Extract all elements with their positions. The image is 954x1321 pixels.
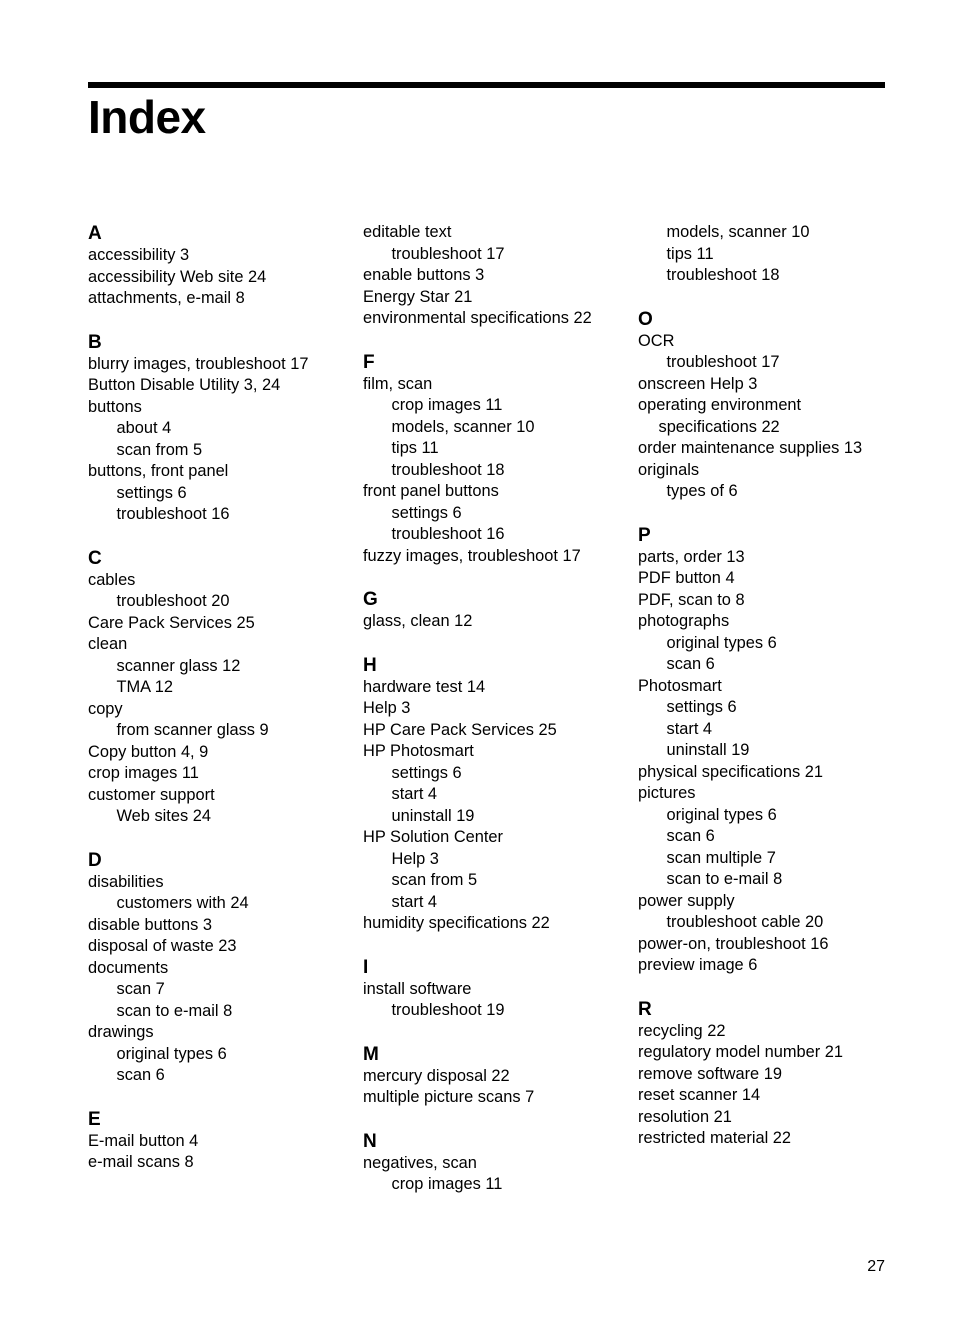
index-entry: drawings [88, 1023, 154, 1041]
index-subentry: scan 7 [116, 980, 165, 998]
index-group [638, 525, 903, 977]
index-entry: disabilities [88, 872, 164, 891]
index-subentry: uninstall 19 [666, 741, 750, 759]
index-subentry: scan from 5 [116, 440, 203, 459]
index-subentry: troubleshoot 16 [391, 525, 505, 543]
index-entry: editable text [363, 223, 452, 241]
index-group [363, 1131, 628, 1196]
index-entry: mercury disposal 22 [363, 1066, 510, 1085]
index-subentry: settings 6 [391, 503, 462, 522]
index-subentry: crop images 11 [391, 396, 503, 414]
index-column-1 [88, 223, 353, 1196]
index-subentry: settings 6 [116, 483, 187, 502]
index-subentry: troubleshoot 20 [116, 592, 230, 610]
index-subentry: from scanner glass 9 [116, 721, 269, 739]
index-group [638, 999, 903, 1150]
index-entry: crop images 11 [88, 764, 199, 782]
index-subentry: types of 6 [666, 482, 738, 500]
index-letter-heading: A [88, 223, 102, 244]
index-entry: clean [88, 635, 128, 653]
index-subentry: specifications 22 [658, 417, 780, 436]
index-entry: resolution 21 [638, 1107, 732, 1126]
index-entry: install software [363, 979, 472, 998]
index-entry: environmental specifications 22 [363, 309, 592, 327]
index-entry: photographs [638, 612, 730, 630]
index-subentry: troubleshoot 18 [391, 460, 505, 479]
page-title: Index [88, 91, 206, 143]
index-entry: physical specifications 21 [638, 762, 823, 781]
index-entry: power-on, troubleshoot 16 [638, 934, 829, 953]
index-subentry: original types 6 [666, 633, 777, 652]
index-subentry: start 4 [666, 719, 713, 738]
index-subentry: scan multiple 7 [666, 848, 776, 867]
index-subentry: tips 11 [391, 439, 439, 457]
index-entry: disable buttons 3 [88, 915, 212, 934]
index-entry: Button Disable Utility 3, 24 [88, 376, 281, 394]
index-entry: pictures [638, 784, 696, 802]
index-group [88, 223, 353, 310]
page-number: 27 [867, 1258, 885, 1275]
index-letter-heading: D [88, 849, 102, 871]
index-subentry: troubleshoot 17 [391, 244, 505, 263]
index-entry: PDF, scan to 8 [638, 590, 745, 609]
index-entry: operating environment [638, 396, 802, 414]
index-subentry: troubleshoot 18 [666, 266, 780, 284]
index-entry: enable buttons 3 [363, 266, 485, 284]
index-entry: Copy button 4, 9 [88, 742, 209, 761]
index-entry: order maintenance supplies 13 [638, 439, 863, 457]
index-entry: film, scan [363, 374, 433, 393]
index-subentry: scan 6 [666, 655, 715, 673]
index-entry: HP Care Pack Services 25 [363, 720, 557, 739]
index-entry: Care Pack Services 25 [88, 613, 255, 632]
index-group [363, 1044, 628, 1109]
index-subentry: troubleshoot 17 [666, 353, 780, 371]
index-group [88, 1109, 353, 1174]
index-entry: copy [88, 699, 123, 718]
index-entry: multiple picture scans 7 [363, 1088, 535, 1106]
index-entry: negatives, scan [363, 1153, 477, 1172]
index-group [363, 589, 628, 633]
index-entry: Help 3 [363, 699, 411, 717]
index-letter-heading: N [363, 1130, 377, 1152]
index-entry: onscreen Help 3 [638, 374, 758, 393]
index-subentry: scan 6 [116, 1066, 165, 1084]
index-entry: buttons [88, 397, 142, 416]
index-letter-heading: O [638, 308, 653, 330]
index-group [88, 548, 353, 828]
index-letter-heading: I [363, 956, 369, 978]
index-subentry: customers with 24 [116, 894, 249, 912]
index-group [363, 655, 628, 935]
index-entry: power supply [638, 891, 735, 910]
index-entry: disposal of waste 23 [88, 937, 237, 955]
index-letter-heading: R [638, 998, 652, 1020]
index-entry: originals [638, 460, 700, 479]
index-entry: Energy Star 21 [363, 287, 473, 306]
index-group [363, 957, 628, 1022]
index-entry: remove software 19 [638, 1064, 782, 1083]
index-column-2 [363, 222, 628, 1218]
title-rule [88, 82, 885, 88]
index-entry: humidity specifications 22 [363, 914, 550, 932]
index-group [363, 222, 628, 330]
index-column-3 [638, 222, 903, 1172]
index-entry: e-mail scans 8 [88, 1153, 194, 1171]
index-entry: regulatory model number 21 [638, 1043, 843, 1061]
index-entry: reset scanner 14 [638, 1086, 761, 1104]
index-subentry: scanner glass 12 [116, 656, 241, 675]
index-subentry: original types 6 [116, 1044, 227, 1063]
index-letter-heading: G [363, 589, 378, 610]
index-subentry: scan from 5 [391, 871, 478, 889]
index-entry: parts, order 13 [638, 547, 745, 566]
index-subentry: start 4 [391, 892, 438, 911]
index-subentry: scan to e-mail 8 [666, 870, 783, 888]
index-entry: recycling 22 [638, 1021, 726, 1040]
index-entry: blurry images, troubleshoot 17 [88, 354, 309, 373]
index-letter-heading: E [88, 1108, 101, 1130]
index-entry: buttons, front panel [88, 462, 229, 480]
index-subentry: models, scanner 10 [391, 417, 535, 436]
index-entry: documents [88, 958, 169, 977]
index-letter-heading: P [638, 524, 651, 546]
index-letter-heading: H [363, 654, 377, 676]
index-subentry: original types 6 [666, 805, 777, 824]
index-group [88, 850, 353, 1087]
index-subentry: uninstall 19 [391, 806, 475, 825]
index-subentry: about 4 [116, 419, 172, 437]
index-entry: cables [88, 570, 136, 589]
index-entry: preview image 6 [638, 956, 758, 974]
index-subentry: crop images 11 [391, 1175, 503, 1193]
index-group [638, 309, 903, 503]
index-subentry: Web sites 24 [116, 807, 211, 825]
index-subentry: models, scanner 10 [666, 223, 810, 241]
index-subentry: tips 11 [666, 244, 714, 263]
index-subentry: troubleshoot 16 [116, 505, 230, 523]
index-subentry: troubleshoot cable 20 [666, 913, 824, 931]
index-subentry: troubleshoot 19 [391, 1001, 505, 1019]
index-entry: accessibility Web site 24 [88, 267, 267, 286]
index-subentry: scan to e-mail 8 [116, 1001, 233, 1020]
index-entry: attachments, e-mail 8 [88, 289, 245, 307]
index-subentry: settings 6 [391, 763, 462, 782]
index-letter-heading: C [88, 547, 102, 569]
index-entry: customer support [88, 785, 215, 804]
index-entry: Photosmart [638, 676, 722, 695]
index-group [363, 352, 628, 568]
index-entry: glass, clean 12 [363, 612, 473, 630]
index-letter-heading: M [363, 1043, 379, 1065]
index-entry: front panel buttons [363, 482, 499, 500]
index-letter-heading: B [88, 331, 102, 353]
index-entry: accessibility 3 [88, 246, 190, 264]
index-entry: hardware test 14 [363, 677, 486, 696]
index-subentry: start 4 [391, 785, 438, 803]
index-entry: fuzzy images, troubleshoot 17 [363, 546, 581, 565]
index-subentry: Help 3 [391, 849, 439, 868]
index-group [88, 332, 353, 526]
index-letter-heading: F [363, 351, 375, 373]
index-subentry: scan 6 [666, 827, 715, 845]
index-subentry: TMA 12 [116, 678, 173, 696]
index-entry: HP Solution Center [363, 828, 504, 846]
index-subentry: settings 6 [666, 698, 737, 716]
index-entry: HP Photosmart [363, 742, 474, 760]
index-entry: PDF button 4 [638, 569, 735, 587]
index-entry: E-mail button 4 [88, 1131, 199, 1150]
index-entry: restricted material 22 [638, 1129, 792, 1147]
index-group [638, 222, 903, 287]
index-entry: OCR [638, 331, 675, 350]
